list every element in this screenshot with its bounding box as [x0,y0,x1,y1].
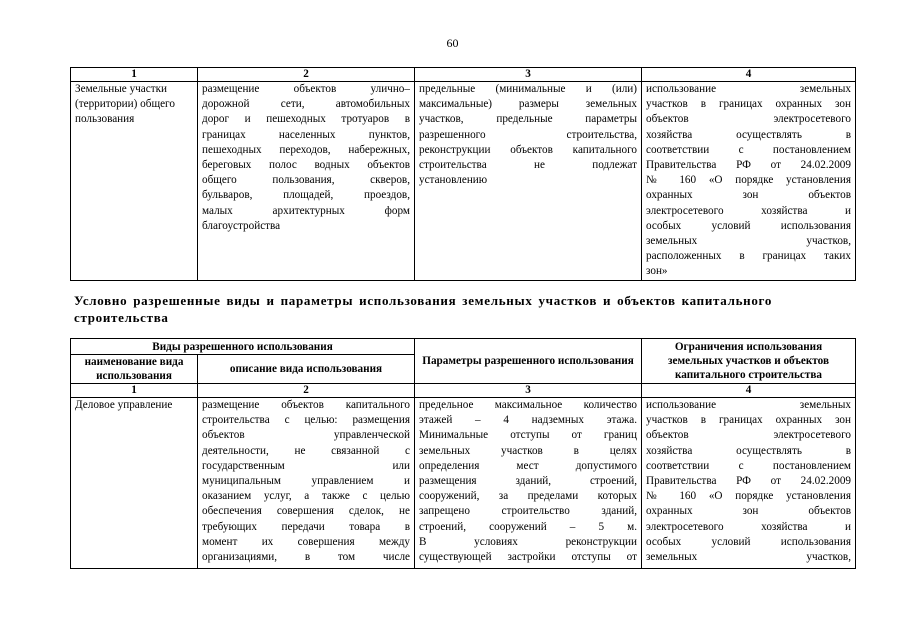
use-types-group-header: Виды разрешенного использования [71,339,415,355]
cell-text-line: Деловое управление [75,399,173,411]
conditional-use-table [70,338,856,569]
table-row [71,82,856,281]
cell-text-line: оказанием услуг, а также с целью [202,490,411,503]
use-limitations-cell [642,82,856,281]
cell-text-line: Минимальные отступы от границ [419,429,638,442]
cell-text-line: объектов электросетевого [646,113,851,126]
cell-text-line: зон» [646,265,668,278]
cell-text-line: сооружений, за пределами которых [419,490,638,503]
cell-text-line: дорожной сети, автомобильных [202,98,410,111]
cell-text-line: земельных участков, [646,234,851,247]
cell-text-line: государственным или [202,459,411,472]
cell-text-line: участков в границах охранных зон [646,98,851,111]
table-row [71,398,856,569]
cell-text-line: строений, сооружений – 5 м. [419,520,638,533]
cell-text-line: требующих передачи товара в [202,520,411,533]
cell-text-line: определения мест допустимого [419,459,638,472]
cell-text-line: момент их совершения между [202,535,411,548]
col-num-3: 3 [415,384,642,398]
cell-text-line: размещение объектов улично– [202,83,410,95]
cell-text-line: запрещено строительство зданий, [419,505,638,518]
use-description-cell [198,82,415,281]
cell-text-line: участков, предельные параметры [419,113,637,126]
cell-text-line: соответствии с постановлением [646,459,852,472]
cell-text-line: В условиях реконструкции [419,535,638,548]
cell-text-line: особых условий использования [646,535,852,548]
cell-text-line: бульваров, площадей, проездов, [202,189,410,202]
cell-text-line: объектов электросетевого [646,429,852,442]
cell-text-line: разрешенного строительства, [419,128,637,141]
cell-text-line: малых архитектурных форм [202,204,410,217]
use-parameters-cell [415,82,642,281]
col-num-4: 4 [642,68,856,82]
cell-text-line: охранных зон объектов [646,189,851,202]
cell-text-line: электросетевого хозяйства и [646,520,852,533]
cell-text-line: строительства не подлежат [419,158,637,171]
permitted-use-table-continued [70,67,856,281]
cell-text-line: предельные (минимальные и (или) [419,83,637,95]
cell-text-line: Земельные участки [75,83,168,95]
cell-text-line: соответствии с постановлением [646,143,851,156]
cell-text-line: земельных участков, [646,550,852,563]
column-number-row [71,384,856,398]
section-title: Условно разрешенные виды и параметры использования земельных участков и объектов капитального строительства [74,293,773,325]
cell-text-line: хозяйства осуществлять в [646,444,852,457]
cell-text-line: береговых полос водных объектов [202,158,410,171]
cell-text-line: этажей – 4 надземных этажа. [419,414,638,427]
cell-text-line: (территории) общего [75,98,175,111]
use-description-cell [198,398,415,569]
use-description-header: описание вида использования [198,355,415,384]
parameters-header: Параметры разрешенного использования [415,339,642,384]
cell-text-line: объектов управленческой [202,429,411,442]
use-limitations-cell [642,398,856,569]
limitations-header: Ограничения использования земельных участков и объектов капитального строительства [642,339,856,384]
use-parameters-cell [415,398,642,569]
col-num-1: 1 [71,384,198,398]
cell-text-line: строительства с целью: размещения [202,414,411,427]
cell-text-line: Правительства РФ от 24.02.2009 [646,158,851,171]
cell-text-line: размещения зданий, строений, [419,474,638,487]
col-num-3: 3 [415,68,642,82]
column-number-row [71,68,856,82]
cell-text-line: размещение объектов капитального [202,399,411,411]
cell-text-line: расположенных в границах таких [646,250,851,263]
cell-text-line: особых условий использования [646,219,851,232]
col-num-2: 2 [198,384,415,398]
cell-text-line: пешеходных переходов, набережных, [202,143,410,156]
cell-text-line: благоустройства [202,219,281,232]
cell-text-line: существующей застройки отступы от [419,550,638,563]
cell-text-line: использование земельных [646,399,852,411]
cell-text-line: установлению [419,174,488,187]
cell-text-line: дорог и пешеходных тротуаров в [202,113,410,126]
cell-text-line: общего пользования, скверов, [202,174,410,187]
cell-text-line: участков в границах охранных зон [646,414,852,427]
use-name-header: наименование вида использования [71,355,198,384]
col-num-2: 2 [198,68,415,82]
cell-text-line: деятельности, не связанной с [202,444,411,457]
page-number: 60 [446,36,459,50]
cell-text-line: муниципальным управлением и [202,474,411,487]
col-num-1: 1 [71,68,198,82]
cell-text-line: земельных участков в целях [419,444,638,457]
cell-text-line: хозяйства осуществлять в [646,128,851,141]
cell-text-line: организациями, в том числе [202,550,411,563]
col-num-4: 4 [642,384,856,398]
cell-text-line: Правительства РФ от 24.02.2009 [646,474,852,487]
cell-text-line: предельное максимальное количество [419,399,638,411]
cell-text-line: использование земельных [646,83,851,95]
cell-text-line: охранных зон объектов [646,505,852,518]
header-row [71,339,856,355]
cell-text-line: № 160 «О порядке установления [646,490,852,503]
cell-text-line: электросетевого хозяйства и [646,204,851,217]
use-name-cell [71,82,198,281]
cell-text-line: обеспечения совершения сделок, не [202,505,411,518]
use-name-cell [71,398,198,569]
cell-text-line: границах населенных пунктов, [202,128,410,141]
cell-text-line: максимальные) размеры земельных [419,98,637,111]
cell-text-line: № 160 «О порядке установления [646,174,851,187]
cell-text-line: пользования [75,113,135,126]
cell-text-line: реконструкции объектов капитального [419,143,637,156]
